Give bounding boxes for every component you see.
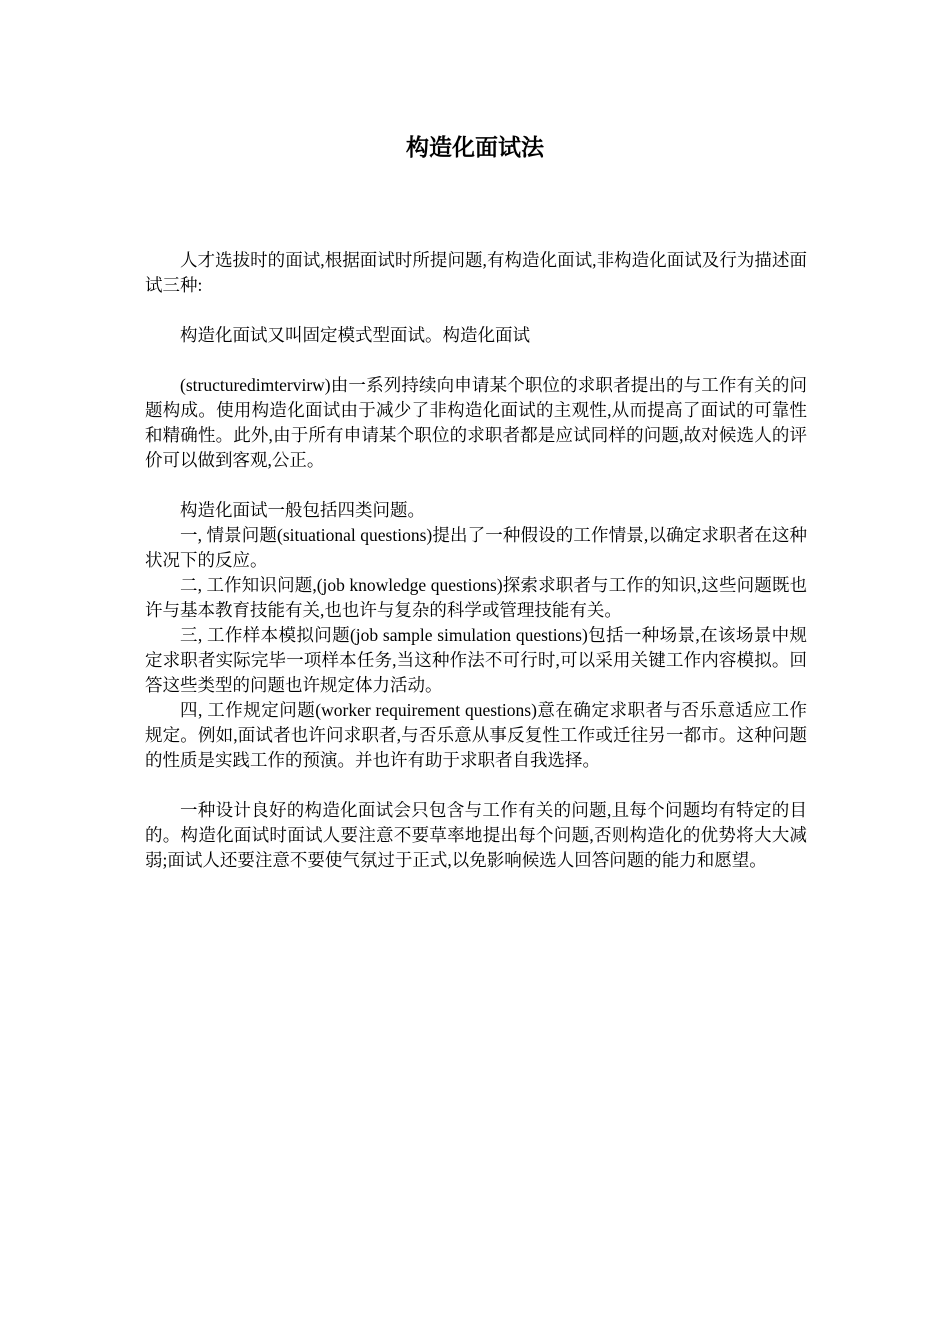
paragraph-category-3: 三, 工作样本模拟问题(job sample simulation questions)包括一种场景,在该场景中规定求职者实际完毕一项样本任务,当这种作法不可行时,可以采用关键工作内容模拟。回答这些类型的问题也许规定体力活动。 bbox=[145, 625, 807, 695]
paragraph-definition-b: (structuredimtervirw)由一系列持续向申请某个职位的求职者提出的与工作有关的问题构成。使用构造化面试由于减少了非构造化面试的主观性,从而提高了面试的可靠性和精确性。此外,由于所有申请某个职位的求职者都是应试同样的问题,故对候选人的评价可以做到客观,公正。 bbox=[145, 375, 807, 470]
paragraph-category-1: 一, 情景问题(situational questions)提出了一种假设的工作情景,以确定求职者在这种状况下的反应。 bbox=[145, 525, 807, 570]
paragraph-gap bbox=[145, 773, 807, 798]
paragraph-gap bbox=[145, 298, 807, 323]
paragraph-conclusion: 一种设计良好的构造化面试会只包含与工作有关的问题,且每个问题均有特定的目的。构造化面试时面试人要注意不要草率地提出每个问题,否则构造化的优势将大大减弱;面试人还要注意不要使气氛过于正式,以免影响候选人回答问题的能力和愿望。 bbox=[145, 800, 807, 870]
paragraph-definition-a: 构造化面试又叫固定模式型面试。构造化面试 bbox=[180, 325, 530, 345]
document-title: 构造化面试法 bbox=[406, 135, 544, 161]
paragraph-category-4: 四, 工作规定问题(worker requirement questions)意在确定求职者与否乐意适应工作规定。例如,面试者也许问求职者,与否乐意从事反复性工作或迁往另一都市。这种问题的性质是实践工作的预演。并也许有助于求职者自我选择。 bbox=[145, 700, 807, 770]
paragraph-category-2: 二, 工作知识问题,(job knowledge questions)探索求职者与工作的知识,这些问题既也许与基本教育技能有关,也也许与复杂的科学或管理技能有关。 bbox=[145, 575, 807, 620]
document-body bbox=[145, 248, 807, 873]
paragraph-gap bbox=[145, 473, 807, 498]
paragraph-intro: 人才选拔时的面试,根据面试时所提问题,有构造化面试,非构造化面试及行为描述面试三种: bbox=[145, 250, 807, 295]
paragraph-categories-intro: 构造化面试一般包括四类问题。 bbox=[180, 500, 425, 520]
paragraph-gap bbox=[145, 348, 807, 373]
